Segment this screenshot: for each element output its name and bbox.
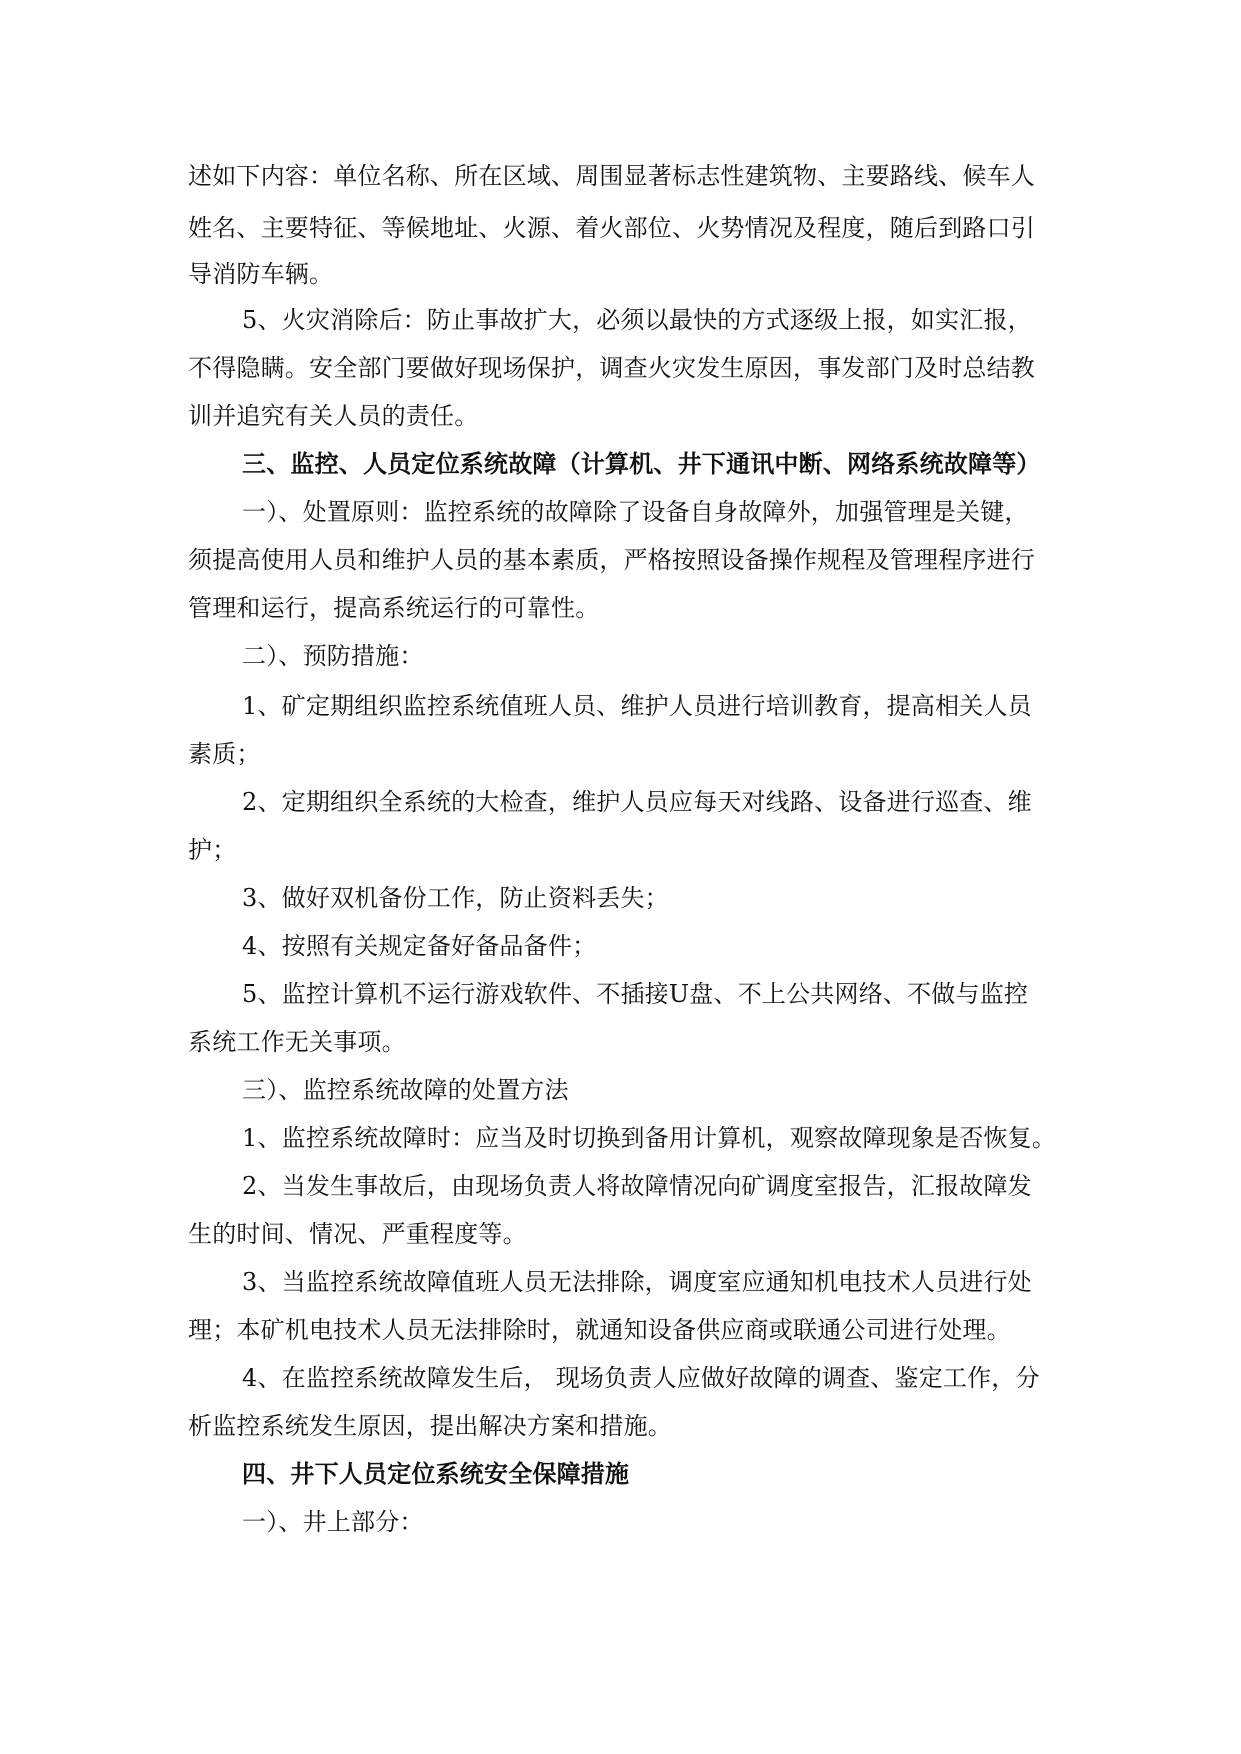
- list-item-line: 4、按照有关规定备好备品备件；: [242, 932, 597, 960]
- paragraph-line: 管理和运行，提高系统运行的可靠性。: [188, 594, 600, 622]
- list-item-line: 护；: [188, 836, 237, 864]
- list-item-line: 1、监控系统故障时：应当及时切换到备用计算机，观察故障现象是否恢复。: [242, 1124, 1057, 1152]
- paragraph-line: 导消防车辆。: [188, 260, 334, 288]
- subsection-heading: 二）、预防措施：: [242, 642, 424, 670]
- list-item-line: 5、监控计算机不运行游戏软件、不插接U盘、不上公共网络、不做与监控: [242, 980, 1029, 1008]
- list-item-line: 4、在监控系统故障发生后， 现场负责人应做好故障的调查、鉴定工作，分: [242, 1364, 1040, 1392]
- subsection-heading: 三）、监控系统故障的处置方法: [242, 1076, 569, 1104]
- list-item-line: 系统工作无关事项。: [188, 1028, 406, 1056]
- paragraph-line: 姓名、主要特征、等候地址、火源、着火部位、火势情况及程度，随后到路口引: [188, 214, 1035, 242]
- paragraph-line: 训并追究有关人员的责任。: [188, 402, 479, 430]
- paragraph-line: 不得隐瞒。安全部门要做好现场保护，调查火灾发生原因，事发部门及时总结教: [188, 354, 1035, 382]
- list-item-line: 理；本矿机电技术人员无法排除时，就通知设备供应商或联通公司进行处理。: [188, 1316, 1011, 1344]
- section-heading: 三、监控、人员定位系统故障（计算机、井下通讯中断、网络系统故障等）: [242, 449, 1041, 478]
- paragraph-line: 述如下内容：单位名称、所在区域、周围显著标志性建筑物、主要路线、候车人: [188, 162, 1035, 190]
- list-item-line: 3、做好双机备份工作，防止资料丢失；: [242, 884, 669, 912]
- subsection-heading: 一）、井上部分：: [242, 1508, 424, 1536]
- list-item-line: 2、定期组织全系统的大检查，维护人员应每天对线路、设备进行巡查、维: [242, 788, 1032, 816]
- list-item-line: 素质；: [188, 740, 261, 768]
- paragraph-line: 5、火灾消除后：防止事故扩大，必须以最快的方式逐级上报，如实汇报，: [242, 306, 1032, 334]
- list-item-line: 生的时间、情况、严重程度等。: [188, 1220, 527, 1248]
- list-item-line: 3、当监控系统故障值班人员无法排除，调度室应通知机电技术人员进行处: [242, 1268, 1032, 1296]
- list-item-line: 析监控系统发生原因，提出解决方案和措施。: [188, 1412, 672, 1440]
- list-item-line: 2、当发生事故后，由现场负责人将故障情况向矿调度室报告，汇报故障发: [242, 1172, 1032, 1200]
- section-heading: 四、井下人员定位系统安全保障措施: [242, 1459, 630, 1488]
- paragraph-line: 一）、处置原则：监控系统的故障除了设备自身故障外，加强管理是关键，: [242, 498, 1029, 526]
- paragraph-line: 须提高使用人员和维护人员的基本素质，严格按照设备操作规程及管理程序进行: [188, 546, 1035, 574]
- list-item-line: 1、矿定期组织监控系统值班人员、维护人员进行培训教育，提高相关人员: [242, 692, 1032, 720]
